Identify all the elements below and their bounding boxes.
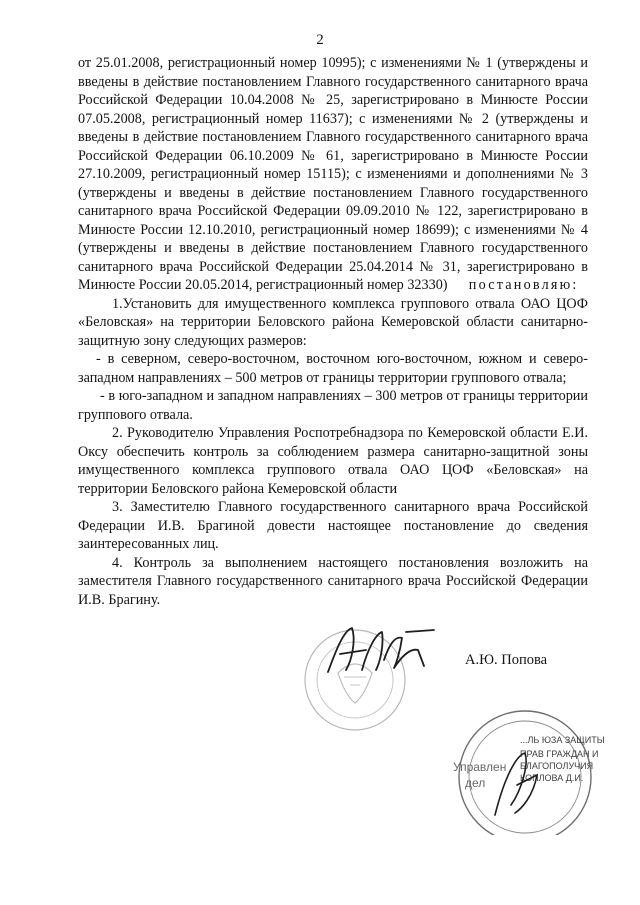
page-number: 2 — [316, 32, 324, 48]
paragraph-1: 1.Установить для имущественного комплекса группового отвала ОАО ЦОФ «Беловская» на территории Беловского района Кемеровской области санитарно-защитную зону следующих размеров: — [78, 295, 588, 349]
signatory-name: А.Ю. Попова — [465, 652, 548, 668]
paragraph-preamble — [78, 54, 588, 295]
paragraph-1-item-1: - в северном, северо-восточном, восточном юго-восточном, южном и северо-западном направлениях – 500 метров от границы территории группового отвала; — [78, 351, 588, 386]
paragraph-2: 2. Руководителю Управления Роспотребнадзора по Кемеровской области Е.И. Оксу обеспечить контроль за соблюдением размера санитарно-защитной зоны имущественного комплекса группового отвала ОАО ЦОФ «Беловская» на территории Беловского района Кемеровской области — [78, 425, 588, 497]
stamp-line-1: ...ЛЬ ЮЗА ЗАЩИТЫ — [520, 735, 605, 745]
stamp-left-text-2: дел — [465, 776, 486, 790]
stamp-line-4: КОПЛОВА Д.И. — [520, 773, 584, 783]
paragraph-4: 4. Контроль за выполнением настоящего постановления возложить на заместителя Главного государственного санитарного врача Российской Федерации И.В. Брагину. — [78, 554, 588, 608]
preamble-text: от 25.01.2008, регистрационный номер 10995); с изменениями № 1 (утверждены и введены в действие постановлением Главного государственного санитарного врача Российской Федерации 10.04.2008 № 25, зарегистрировано в Минюсте России 07.05.2008, регистрационный номер 11637); с изменениями № 2 (утверждены и введены в действие постановлением Главного государственного санитарного врача Российской Федерации 06.10.2009 № 61, зарегистрировано в Минюсте России 27.10.2009, регистрационный номер 15115); с изменениями и дополнениями № 3 (утверждены и введены в действие постановлением Главного государственного санитарного врача Российской Федерации 09.09.2010 № 122, зарегистрировано в Минюсте России 12.10.2010, регистрационный номер 18699); с изменениями № 4 (утверждены и введены в действие постановлением Главного государственного санитарного врача Российской Федерации 25.04.2014 № 31, зарегистрировано в Минюсте России 20.05.2014, регистрационный номер 32330) — [78, 55, 588, 293]
decree-word: постановляю: — [468, 277, 579, 293]
stamp-line-3: БЛАГОПОЛУЧИЯ — [520, 761, 594, 771]
document-body — [78, 54, 588, 609]
signature-icon — [322, 620, 437, 680]
stamp-line-2: ПРАВ ГРАЖДАН И — [520, 749, 599, 759]
paragraph-3: 3. Заместителю Главного государственного санитарного врача Российской Федерации И.В. Брагиной довести настоящее постановление до сведения заинтересованных лиц. — [78, 499, 588, 552]
stamp-icon — [425, 705, 615, 835]
paragraph-1-item-2: - в юго-западном и западном направлениях – 300 метров от границы территории группового отвала. — [78, 388, 588, 423]
stamp-left-text: Управлен — [453, 760, 507, 774]
